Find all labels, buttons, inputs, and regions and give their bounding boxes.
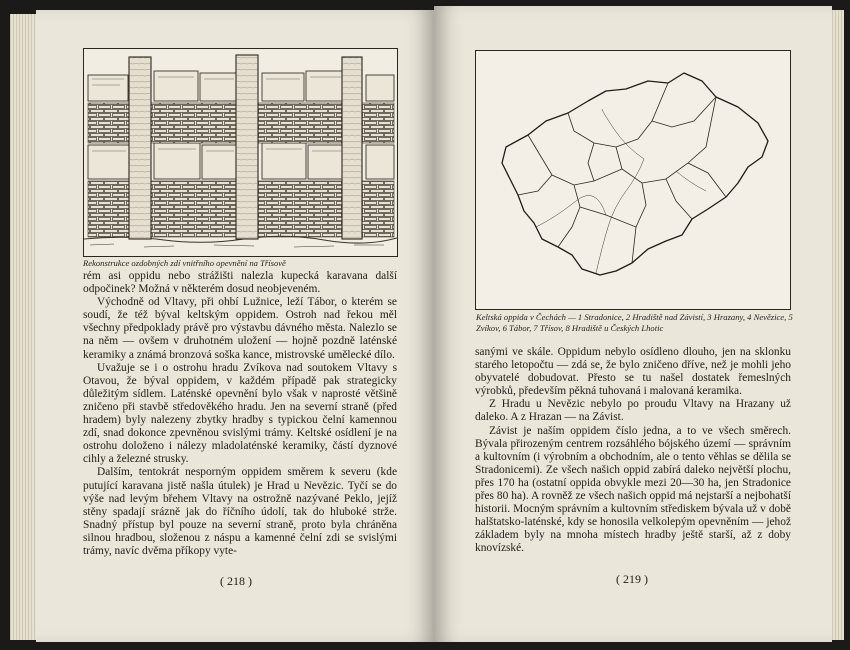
left-paragraph-4: Dalším, tentokrát nesporným oppidem směrem k severu (kde putující karavana jistě našla útulek) je Hrad u Nevězic. Tyčí se do výše nad levým břehem Vltavy na ostrožně nazývané Peklo, jejíž stěny spadají srázně jak do říčního údolí, tak do hluboké strže. Snadný přístup byl pouze na severní straně, proto byla chráněna silnou hradbou, složenou z náspu a kamenné čelní zdi se svislými trámy, navíc dvěma příkopy vyte- [83,466,397,557]
right-page-edges [832,10,844,640]
right-body-text [475,346,791,556]
right-figure-caption: Keltská oppida v Čechách — 1 Stradonice, 2 Hradiště nad Závistí, 3 Hrazany, 4 Nevězice, 5 Zvíkov, 6 Tábor, 7 Třísov, 8 Hradiště u Českých Lhotic [476,312,793,333]
left-paragraph-2: Východně od Vltavy, při ohbí Lužnice, leží Tábor, o kterém se soudí, že též býval keltským oppidem. Ostroh nad řekou měl všechny předpoklady právě pro výstavbu dávného města. Nalezlo se na něm — ovšem v druhotném uložení — hojně pozdně laténské keramiky a známá bronzová soška kance, mistrovské umělecké dílo. [83,296,397,361]
oppida-map-illustration [475,50,791,310]
left-paragraph-1: rém asi oppidu nebo strážišti nalezla kupecká karavana další odpočinek? Možná v některém dosud neobjeveném. [83,270,397,296]
right-page [434,6,832,642]
left-paragraph-3: Uvažuje se i o ostrohu hradu Zvíkova nad soutokem Vltavy s Otavou, že býval oppidem, v každém případě pak strategicky důležitým sídlem. Laténské opevnění bylo však v naprosté většině zničeno při stavbě středověkého hradu. Jen na severní straně (před hradem) byly nalezeny zbytky hradby s typickou čelní kamennou zdí, snad dokonce zpevněnou svislými trámy. Keltské osídlení je na ostrohu doloženo i nálezy mladolaténské keramiky, částí dyznové cihly a železné strusky. [83,361,397,466]
left-body-text [83,270,397,558]
right-page-number: ( 219 ) [616,572,648,586]
left-figure-caption: Rekonstrukce ozdobných zdí vnitřního opevnění na Třísově [83,258,286,268]
left-page [36,10,434,642]
bohemia-map-drawing [476,51,790,309]
left-page-edges [10,14,36,640]
wall-reconstruction-illustration [83,48,398,257]
right-paragraph-3: Závist je naším oppidem číslo jedna, a to ve všech směrech. Bývala přirozeným centrem rozsáhlého bójského území — správním a kultovním (i výrobním a obchodním, ale o tento věhlas se dělila se Stradonicemi). Ze všech našich oppid zabírá daleko největší plochu, přes 170 ha (ostatní oppida obvykle mezi 20—30 ha, jen Stradonice přes 80 ha). A rovněž ze všech našich oppid má nejstarší a nejbohatší historii. Mocným správním a kultovním střediskem bývala už v době halštatsko-laténské, kdy se honosila velkolepým opevněním — jehož základem byly na mnoha místech hradby ještě starší, až z doby knovízské. [475,424,791,555]
right-paragraph-1: sanými ve skále. Oppidum nebylo osídleno dlouho, jen na sklonku starého letopočtu — zdá se, že bylo zničeno dříve, než je mohli jeho obyvatelé dobudovat. Přesto se tu našel dostatek řemeslných výrobků, především pěkná tuhovaná i malovaná keramika. [475,346,791,398]
left-page-number: ( 218 ) [220,574,252,588]
wall-drawing [84,49,397,256]
right-paragraph-2: Z Hradu u Nevězic nebylo po proudu Vltavy na Hrazany už daleko. A z Hrazan — na Závist. [475,398,791,424]
